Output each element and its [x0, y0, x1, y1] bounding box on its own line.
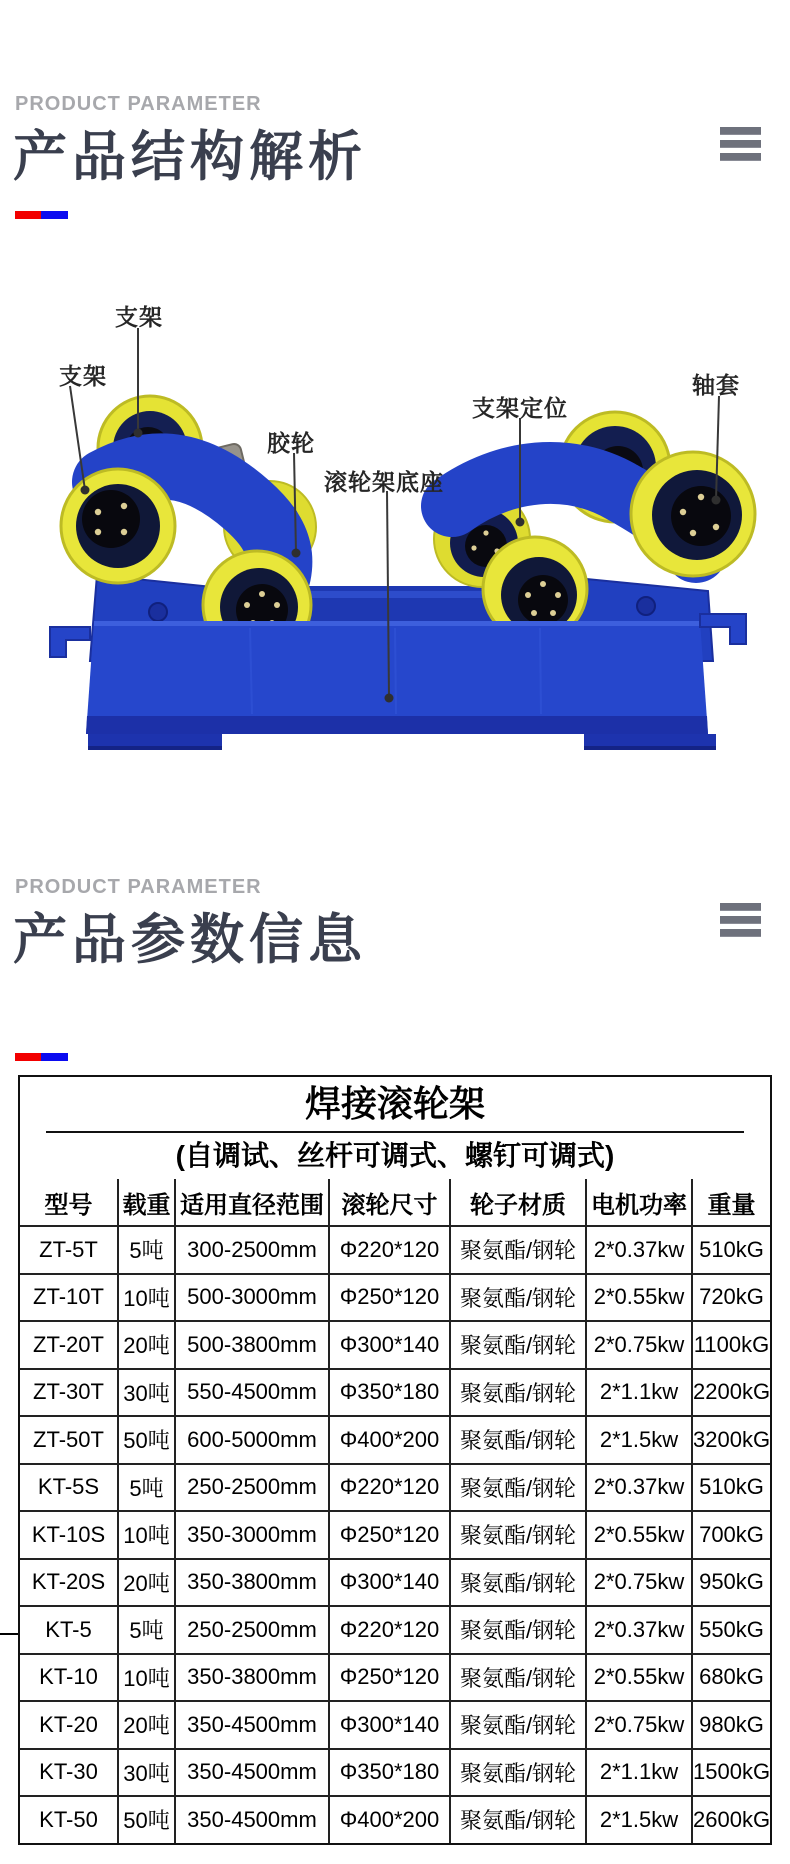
table-cell: 2*0.37kw — [586, 1606, 692, 1654]
col-header-material: 轮子材质 — [450, 1179, 586, 1226]
table-cell: Φ220*120 — [329, 1464, 450, 1512]
table-cell: 聚氨酯/钢轮 — [450, 1464, 586, 1512]
table-cell: 720kG — [692, 1274, 770, 1322]
table-cell: KT-20S — [20, 1559, 118, 1607]
table-cell: 350-3800mm — [175, 1559, 329, 1607]
table-cell: 2*0.75kw — [586, 1321, 692, 1369]
table-cell: 2*1.1kw — [586, 1749, 692, 1797]
table-cell: 聚氨酯/钢轮 — [450, 1511, 586, 1559]
table-cell: Φ300*140 — [329, 1559, 450, 1607]
spec-table — [18, 1075, 772, 1845]
table-cell: 350-3000mm — [175, 1511, 329, 1559]
table-cell: 10吨 — [118, 1274, 175, 1322]
accent-bar — [15, 211, 68, 219]
table-cell: 350-4500mm — [175, 1749, 329, 1797]
table-cell: 2*1.1kw — [586, 1369, 692, 1417]
col-header-load: 载重 — [118, 1179, 175, 1226]
table-row — [20, 1464, 770, 1512]
table-cell: 30吨 — [118, 1749, 175, 1797]
table-row — [20, 1749, 770, 1797]
spec-table-title: 焊接滚轮架 — [304, 1083, 485, 1124]
col-header-weight: 重量 — [692, 1179, 770, 1226]
table-cell: 3200kG — [692, 1416, 770, 1464]
table-row — [20, 1701, 770, 1749]
table-row — [20, 1511, 770, 1559]
table-cell: 20吨 — [118, 1701, 175, 1749]
table-cell: 聚氨酯/钢轮 — [450, 1226, 586, 1274]
table-cell: 2*0.37kw — [586, 1226, 692, 1274]
table-cell: 2600kG — [692, 1796, 770, 1843]
table-cell: KT-30 — [20, 1749, 118, 1797]
table-cell: 聚氨酯/钢轮 — [450, 1274, 586, 1322]
accent-red-bar — [15, 1053, 41, 1061]
table-cell: KT-5 — [20, 1606, 118, 1654]
table-cell: KT-20 — [20, 1701, 118, 1749]
table-cell: 500-3000mm — [175, 1274, 329, 1322]
table-cell: Φ220*120 — [329, 1226, 450, 1274]
table-cell: Φ300*140 — [329, 1701, 450, 1749]
accent-blue-bar — [41, 211, 68, 219]
table-cell: 250-2500mm — [175, 1464, 329, 1512]
table-cell: 2*1.5kw — [586, 1416, 692, 1464]
callout-label-bracket-left: 支架 — [59, 363, 107, 389]
section1-title: 产品结构解析 — [13, 127, 367, 187]
table-cell: 聚氨酯/钢轮 — [450, 1559, 586, 1607]
section2-eyebrow: PRODUCT PARAMETER — [15, 876, 262, 898]
section2-title: 产品参数信息 — [13, 910, 367, 970]
table-cell: 2*0.55kw — [586, 1654, 692, 1702]
table-row — [20, 1654, 770, 1702]
table-cell: 2*0.55kw — [586, 1511, 692, 1559]
table-cell: ZT-50T — [20, 1416, 118, 1464]
table-cell: 500-3800mm — [175, 1321, 329, 1369]
table-cell: 2*1.5kw — [586, 1796, 692, 1843]
col-header-roller: 滚轮尺寸 — [329, 1179, 450, 1226]
table-cell: Φ300*140 — [329, 1321, 450, 1369]
table-cell: Φ250*120 — [329, 1511, 450, 1559]
menu-lines-icon — [720, 903, 761, 942]
table-cell: Φ400*200 — [329, 1796, 450, 1843]
table-cell: 550-4500mm — [175, 1369, 329, 1417]
table-cell: 2200kG — [692, 1369, 770, 1417]
table-cell: 1500kG — [692, 1749, 770, 1797]
table-row — [20, 1416, 770, 1464]
accent-red-bar — [15, 211, 41, 219]
table-cell: 510kG — [692, 1464, 770, 1512]
accent-bar — [15, 1053, 68, 1061]
table-cell: Φ350*180 — [329, 1369, 450, 1417]
table-cell: 10吨 — [118, 1511, 175, 1559]
machine-base — [50, 614, 746, 750]
table-row — [20, 1274, 770, 1322]
table-cell: Φ220*120 — [329, 1606, 450, 1654]
table-cell: 聚氨酯/钢轮 — [450, 1701, 586, 1749]
table-cell: 50吨 — [118, 1416, 175, 1464]
table-cell: KT-10S — [20, 1511, 118, 1559]
table-row — [20, 1369, 770, 1417]
col-header-model: 型号 — [20, 1179, 118, 1226]
table-cell: 30吨 — [118, 1369, 175, 1417]
table-cell: Φ250*120 — [329, 1654, 450, 1702]
table-cell: 2*0.75kw — [586, 1701, 692, 1749]
table-cell: 350-4500mm — [175, 1701, 329, 1749]
table-cell: KT-10 — [20, 1654, 118, 1702]
callout-label-bracket-positioning: 支架定位 — [472, 395, 568, 421]
table-cell: 550kG — [692, 1606, 770, 1654]
spec-grid — [20, 1179, 770, 1843]
table-cell: 350-3800mm — [175, 1654, 329, 1702]
menu-lines-icon — [720, 127, 761, 166]
table-cell: 聚氨酯/钢轮 — [450, 1321, 586, 1369]
callout-label-rubber-wheel: 胶轮 — [267, 430, 315, 456]
table-cell: KT-5S — [20, 1464, 118, 1512]
stray-grid-line — [0, 1633, 18, 1635]
left-hook — [50, 627, 90, 657]
table-cell: KT-50 — [20, 1796, 118, 1843]
table-cell: 510kG — [692, 1226, 770, 1274]
table-cell: 950kG — [692, 1559, 770, 1607]
col-header-power: 电机功率 — [586, 1179, 692, 1226]
table-cell: ZT-30T — [20, 1369, 118, 1417]
table-cell: 2*0.55kw — [586, 1274, 692, 1322]
table-header-row — [20, 1179, 770, 1226]
table-cell: 5吨 — [118, 1464, 175, 1512]
table-row — [20, 1321, 770, 1369]
table-cell: 2*0.37kw — [586, 1464, 692, 1512]
table-cell: 聚氨酯/钢轮 — [450, 1749, 586, 1797]
table-cell: 50吨 — [118, 1796, 175, 1843]
table-cell: Φ250*120 — [329, 1274, 450, 1322]
table-row — [20, 1559, 770, 1607]
table-cell: 聚氨酯/钢轮 — [450, 1416, 586, 1464]
table-cell: 聚氨酯/钢轮 — [450, 1654, 586, 1702]
table-row — [20, 1606, 770, 1654]
table-cell: 250-2500mm — [175, 1606, 329, 1654]
table-row — [20, 1226, 770, 1274]
table-row — [20, 1796, 770, 1843]
table-cell: ZT-5T — [20, 1226, 118, 1274]
table-cell: 680kG — [692, 1654, 770, 1702]
section1-eyebrow: PRODUCT PARAMETER — [15, 93, 262, 115]
table-cell: 聚氨酯/钢轮 — [450, 1796, 586, 1843]
accent-blue-bar — [41, 1053, 68, 1061]
table-cell: 1100kG — [692, 1321, 770, 1369]
callout-label-shaft-sleeve: 轴套 — [692, 372, 740, 398]
table-cell: 700kG — [692, 1511, 770, 1559]
col-header-diameter: 适用直径范围 — [175, 1179, 329, 1226]
table-cell: 10吨 — [118, 1654, 175, 1702]
table-cell: 350-4500mm — [175, 1796, 329, 1843]
table-cell: ZT-20T — [20, 1321, 118, 1369]
table-cell: Φ350*180 — [329, 1749, 450, 1797]
table-cell: 聚氨酯/钢轮 — [450, 1606, 586, 1654]
table-cell: 980kG — [692, 1701, 770, 1749]
table-cell: 2*0.75kw — [586, 1559, 692, 1607]
callout-label-roller-base: 滚轮架底座 — [324, 469, 444, 495]
spec-table-subtitle: (自调试、丝杆可调式、螺钉可调式) — [175, 1140, 615, 1171]
table-cell: 300-2500mm — [175, 1226, 329, 1274]
table-cell: 聚氨酯/钢轮 — [450, 1369, 586, 1417]
table-cell: 20吨 — [118, 1559, 175, 1607]
callout-label-bracket-top: 支架 — [115, 304, 163, 330]
table-cell: 5吨 — [118, 1606, 175, 1654]
table-cell: Φ400*200 — [329, 1416, 450, 1464]
table-cell: 20吨 — [118, 1321, 175, 1369]
table-cell: ZT-10T — [20, 1274, 118, 1322]
table-cell: 5吨 — [118, 1226, 175, 1274]
table-cell: 600-5000mm — [175, 1416, 329, 1464]
